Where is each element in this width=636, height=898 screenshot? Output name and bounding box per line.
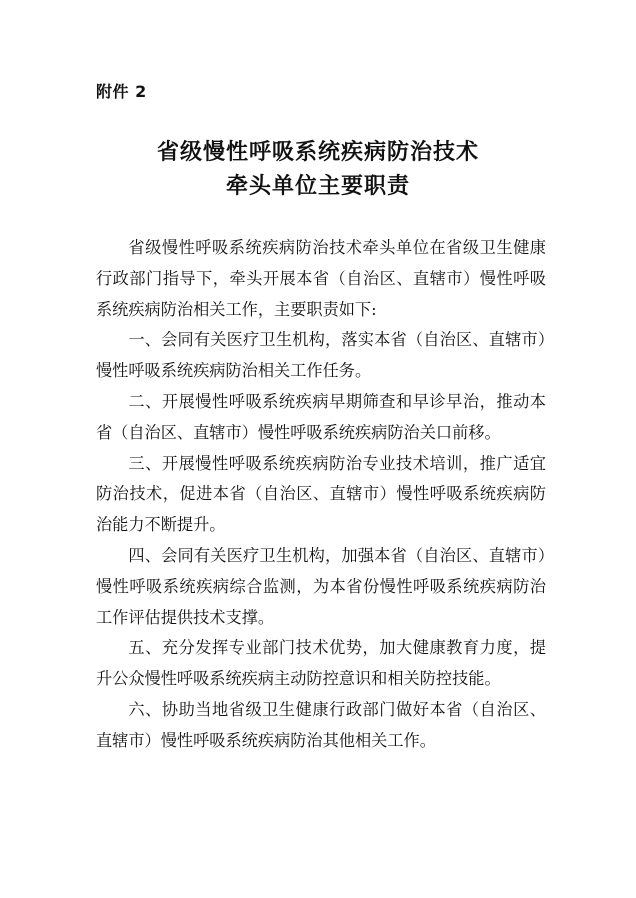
duty-item-4: 四、会同有关医疗卫生机构，加强本省（自治区、直辖市）慢性呼吸系统疾病综合监测，为本省份慢性呼吸系统疾病防治工作评估提供技术支撑。 [96, 545, 546, 627]
duty-item-1: 一、会同有关医疗卫生机构，落实本省（自治区、直辖市）慢性呼吸系统疾病防治相关工作任务。 [96, 330, 546, 381]
duty-item-5: 五、充分发挥专业部门技术优势，加大健康教育力度，提升公众慢性呼吸系统疾病主动防控意识和相关防控技能。 [96, 638, 546, 689]
duty-item-6: 六、协助当地省级卫生健康行政部门做好本省（自治区、直辖市）慢性呼吸系统疾病防治其他相关工作。 [96, 699, 546, 750]
intro-paragraph: 省级慢性呼吸系统疾病防治技术牵头单位在省级卫生健康行政部门指导下，牵头开展本省（自治区、直辖市）慢性呼吸系统疾病防治相关工作，主要职责如下: [96, 238, 546, 319]
duty-item-3: 三、开展慢性呼吸系统疾病防治专业技术培训，推广适宜防治技术，促进本省（自治区、直辖市）慢性呼吸系统疾病防治能力不断提升。 [96, 453, 546, 535]
attachment-label: 附件 2 [96, 82, 147, 101]
document-body [96, 233, 546, 757]
document-title-line-2: 牵头单位主要职责 [225, 174, 410, 199]
duty-item-2: 二、开展慢性呼吸系统疾病早期筛查和早诊早治，推动本省（自治区、直辖市）慢性呼吸系统疾病防治关口前移。 [96, 391, 546, 442]
document-title-line-1: 省级慢性呼吸系统疾病防治技术 [156, 140, 479, 165]
